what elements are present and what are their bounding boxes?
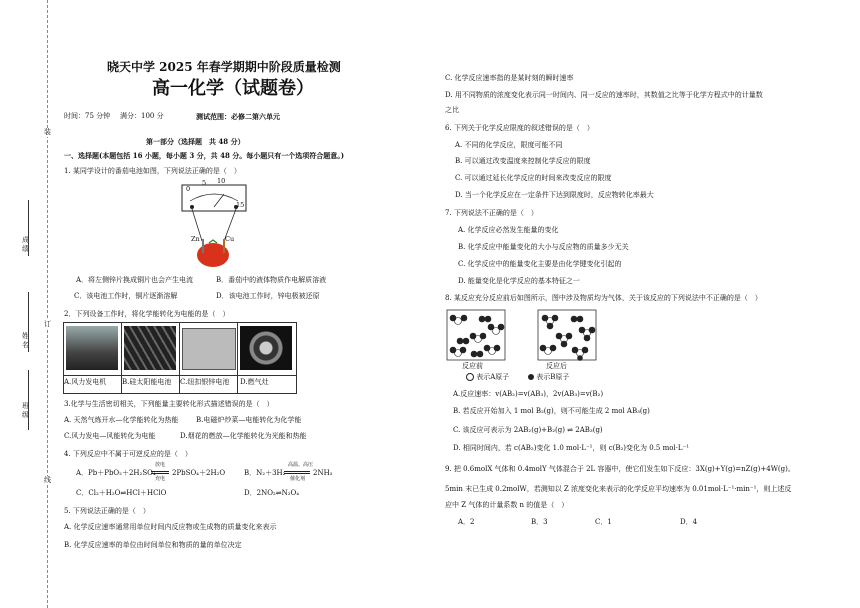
zn-label: Zn [191,235,200,243]
q5-option-b[interactable]: B. 化学反应速率的单位由时间单位和物质的量的单位决定 [64,541,242,549]
q3-stem: 3.化学与生活密切相关，下列能量主要转化形式描述错误的是（ ） [64,400,274,408]
q4-option-b-left[interactable]: B．N₂＋3H₂ [244,469,286,477]
q9-option-c[interactable]: C．1 [595,518,612,526]
name-field[interactable] [28,292,29,352]
zn-electrode [202,239,204,253]
q9-line2: 5min 末已生成 0.2molW，若测知以 Z 浓度变化来表示的化学反应平均速率为 0.01mol·L⁻¹·min⁻¹，则上述反 [445,485,792,493]
paper-title: 高一化学（试题卷） [152,78,314,99]
q9-stem: 9. 把 0.6molX 气体和 0.4molY 气体混合于 2L 容器中，使它们发生如下反应：3X(g)+Y(g)=nZ(g)+4W(g)。 [445,465,795,473]
q6-option-b[interactable]: B. 可以通过改变温度来控制化学反应的限度 [455,157,591,165]
q7-option-c[interactable]: C. 化学反应中的能量变化主要是由化学键变化引起的 [458,260,622,268]
q9-option-d[interactable]: D．4 [680,518,698,526]
q2-option-c[interactable]: C.纽扣银锌电池 [180,378,230,386]
q6-stem: 6. 下列关于化学反应限度的叙述错误的是（ ） [445,124,594,132]
q5-option-d-cont: 之比 [445,106,459,114]
q1-option-a[interactable]: A．将左侧锌片换成铜片也会产生电流 [76,276,194,284]
meter-tick-10: 10 [217,177,226,185]
school-title: 晓天中学 2025 年春学期期中阶段质量检测 [107,60,341,74]
q5-option-a[interactable]: A. 化学反应速率通常用单位时间内反应物或生成物的质量变化来表示 [64,523,277,531]
legend-a-label: 表示A原子 [476,373,510,381]
q7-option-d[interactable]: D. 能量变化是化学反应的基本特征之一 [458,277,580,285]
q4-stem: 4. 下列反应中不属于可逆反应的是（ ） [64,450,192,458]
q4-option-a-left[interactable]: A．Pb＋PbO₂＋2H₂SO₄ [76,469,156,477]
q9-option-b[interactable]: B．3 [531,518,548,526]
q4-a-arrow-top [151,471,169,472]
class-field[interactable] [28,370,29,430]
silver-zinc-battery-image [182,328,236,370]
q1-stem: 1. 某同学设计的番茄电池如图，下列说法正确的是（ ） [64,167,241,175]
q4-option-a-right: 2PbSO₄＋2H₂O [172,469,226,477]
legend-a [466,373,509,382]
q8-option-a[interactable]: A.反应速率：v(AB₂)=v(AB₃)，2v(AB₃)=v(B₂) [453,390,604,398]
q4-option-b-right: 2NH₃ [313,469,333,477]
q8-molecule-figure [446,309,606,361]
exam-score: 满分：100 分 [120,112,164,120]
gas-stove-image [240,326,292,370]
class-label: 班级 [22,402,29,419]
q8-option-c[interactable]: C. 该反应可表示为 2AB₂(g)+B₂(g) ⇌ 2AB₃(g) [453,426,603,434]
q2-option-a[interactable]: A.风力发电机 [64,378,107,386]
binding-line [47,0,48,608]
atom-b-icon [528,374,534,380]
q8-stem: 8. 某反应充分反应前后如图所示，图中涉及物质均为气体，关于该反应的下列说法中不正确的是（ ） [445,294,762,302]
q6-option-c[interactable]: C. 可以通过延长化学反应的时间来改变反应的限度 [455,174,612,182]
q5-option-d[interactable]: D. 用不同物质的浓度变化表示同一时间内、同一反应的速率时，其数值之比等于化学方程式中的计量数 [445,91,763,99]
q9-option-a[interactable]: A．2 [458,518,475,526]
q2-option-b[interactable]: B.硅太阳能电池 [122,378,172,386]
q6-option-d[interactable]: D. 当一个化学反应在一定条件下达到限度时，反应物转化率最大 [455,191,654,199]
binding-char-ding: 订 [44,320,51,328]
section-title: 第一部分（选择题 共 48 分） [146,137,245,146]
q4-b-arrow-bottom [284,473,310,474]
q3-option-c[interactable]: C.风力发电—风能转化为电能 [64,432,156,440]
tomato-battery-figure [176,183,252,269]
exam-time: 时间：75 分钟 [64,112,111,120]
binding-char-zhuang: 装 [44,128,51,136]
q8-option-b[interactable]: B. 若反应开始加入 1 mol B₂(g)，则不可能生成 2 mol AB₃(g) [453,407,650,415]
meter-tick-5: 5 [202,179,207,187]
legend-b-label: 表示B原子 [536,373,570,381]
q8-option-d[interactable]: D. 相同时间内，若 c(AB₂)变化 1.0 mol·L⁻¹，则 c(B₂)变化为 0.5 mol·L⁻¹ [453,444,690,452]
q4-option-d[interactable]: D．2NO₂⇌N₂O₄ [244,489,300,497]
meter-tick-0: 0 [186,185,191,193]
q6-option-a[interactable]: A. 不同的化学反应，限度可能不同 [455,141,563,149]
q1-option-d[interactable]: D．该电池工作时，锌电极被还原 [216,292,320,300]
q5-stem: 5. 下列说法正确的是（ ） [64,507,150,515]
solar-panel-image [124,326,176,370]
q4-a-over: 放电 [155,462,166,468]
section-instruction: 一、选择题(本题包括 16 小题，每小题 3 分，共 48 分。每小题只有一个选项符合题意。) [64,151,345,160]
q4-b-arrow-top [284,471,310,472]
q7-option-b[interactable]: B. 化学反应中能量变化的大小与反应物的质量多少无关 [458,243,629,251]
q4-b-over: 高温、高压 [288,462,314,468]
cu-label: Cu [225,235,235,243]
q3-option-d[interactable]: D.烟花的燃放—化学能转化为光能和热能 [180,432,307,440]
q5-option-c[interactable]: C. 化学反应速率指的是某时刻的瞬时速率 [445,74,574,82]
q4-b-under: 催化剂 [290,476,306,482]
q2-option-d[interactable]: D.燃气灶 [240,378,269,386]
wind-turbine-image [66,326,118,370]
atom-a-icon [466,373,474,381]
q3-option-a[interactable]: A. 天然气炼开水—化学能转化为热能 [64,416,179,424]
name-label: 姓名 [22,332,29,349]
q4-option-c[interactable]: C．Cl₂＋H₂O⇌HCl＋HClO [76,489,167,497]
q9-line3: 应中 Z 气体的计量系数 n 的值是（ ） [445,501,569,509]
before-label: 反应前 [462,362,483,370]
meter-tick-15: 15 [236,201,245,209]
grade-field[interactable] [28,200,29,256]
q7-option-a[interactable]: A. 化学反应必然发生能量的变化 [458,226,559,234]
terminal-left [190,205,194,209]
q4-a-under: 充电 [155,476,166,482]
after-label: 反应后 [546,362,567,370]
q2-stem: 2．下列设备工作时，将化学能转化为电能的是（ ） [64,310,230,318]
q3-option-b[interactable]: B.电磁炉炒菜—电能转化为化学能 [196,416,302,424]
q1-option-b[interactable]: B．番茄中的液体物质作电解质溶液 [216,276,327,284]
q4-a-arrow-bottom [151,473,169,474]
q1-option-c[interactable]: C．该电池工作时，铜片逐渐溶解 [74,292,178,300]
tomato-stem [209,240,217,243]
grade-label: 成绩 [22,236,29,253]
binding-char-xian: 线 [44,476,51,484]
legend-b [528,373,569,382]
q7-stem: 7. 下列说法不正确的是（ ） [445,209,538,217]
exam-scope: 测试范围：必修二第六单元 [196,112,280,121]
